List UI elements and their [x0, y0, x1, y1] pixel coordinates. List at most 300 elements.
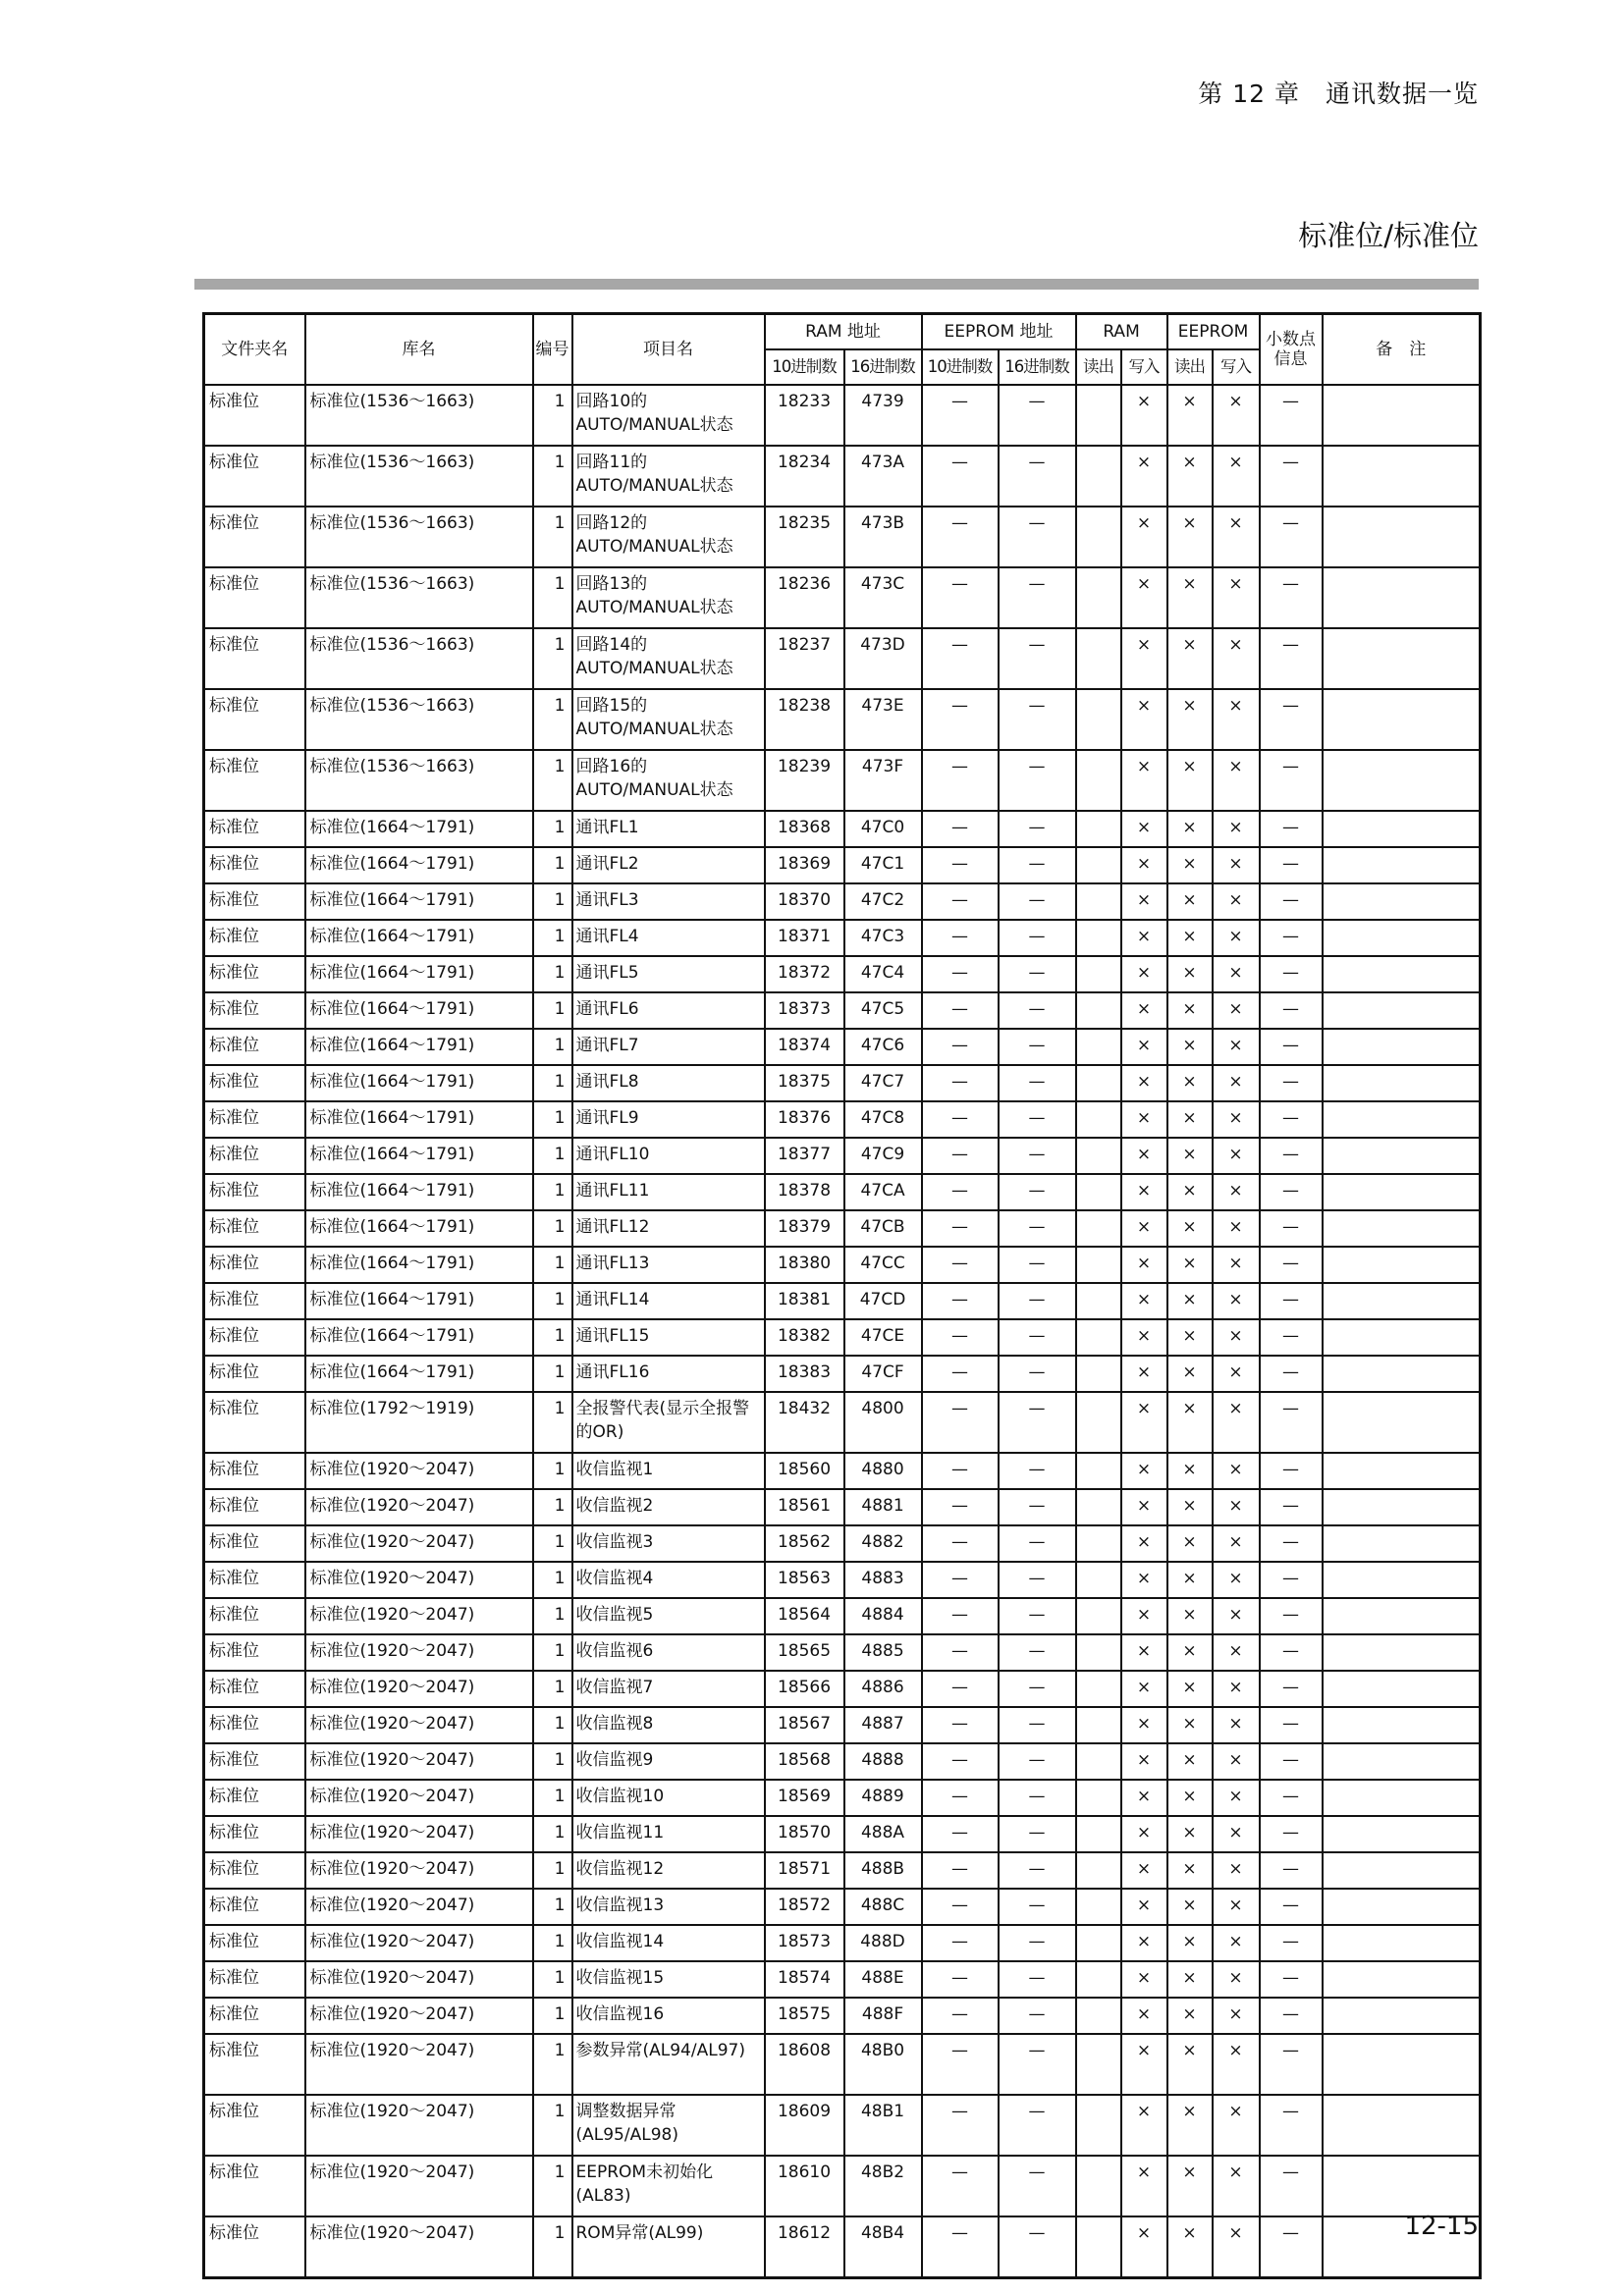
cell-number: 1: [533, 446, 572, 507]
cell-number: 1: [533, 920, 572, 956]
cell-ram-write: ×: [1121, 1562, 1167, 1598]
cell-folder: 标准位: [204, 1852, 305, 1889]
cell-decimal-point: —: [1260, 1029, 1323, 1065]
cell-ram-write: ×: [1121, 1101, 1167, 1138]
cell-ram-read: [1076, 1961, 1121, 1998]
cell-remarks: [1323, 811, 1481, 847]
cell-eeprom-read: ×: [1167, 1138, 1213, 1174]
cell-eeprom-read: ×: [1167, 1852, 1213, 1889]
cell-eeprom-read: ×: [1167, 1489, 1213, 1525]
cell-ram-dec: 18370: [765, 883, 844, 920]
cell-item: 收信监视13: [572, 1889, 765, 1925]
cell-ram-dec: 18382: [765, 1319, 844, 1356]
cell-ram-hex: 47C3: [844, 920, 922, 956]
cell-ram-read: [1076, 1356, 1121, 1392]
cell-ram-hex: 47CD: [844, 1283, 922, 1319]
cell-ram-read: [1076, 956, 1121, 992]
cell-eeprom-write: ×: [1213, 1210, 1260, 1247]
cell-ram-hex: 48B4: [844, 2216, 922, 2278]
cell-ram-dec: 18381: [765, 1283, 844, 1319]
cell-folder: 标准位: [204, 847, 305, 883]
cell-ram-write: ×: [1121, 567, 1167, 628]
header-library: 库名: [305, 314, 533, 386]
cell-ram-dec: 18571: [765, 1852, 844, 1889]
cell-library: 标准位(1664～1791): [305, 883, 533, 920]
cell-ram-write: ×: [1121, 811, 1167, 847]
cell-folder: 标准位: [204, 1562, 305, 1598]
cell-eeprom-read: ×: [1167, 1562, 1213, 1598]
cell-decimal-point: —: [1260, 1319, 1323, 1356]
cell-eeprom-hex: —: [999, 1489, 1076, 1525]
cell-eeprom-write: ×: [1213, 2034, 1260, 2095]
cell-ram-dec: 18432: [765, 1392, 844, 1453]
cell-library: 标准位(1664～1791): [305, 1356, 533, 1392]
cell-library: 标准位(1664～1791): [305, 1210, 533, 1247]
cell-ram-hex: 473B: [844, 507, 922, 567]
cell-folder: 标准位: [204, 1138, 305, 1174]
cell-ram-hex: 488A: [844, 1816, 922, 1852]
cell-ram-read: [1076, 1101, 1121, 1138]
cell-remarks: [1323, 567, 1481, 628]
cell-eeprom-read: ×: [1167, 992, 1213, 1029]
cell-eeprom-hex: —: [999, 1392, 1076, 1453]
cell-item: 通讯FL9: [572, 1101, 765, 1138]
cell-library: 标准位(1920～2047): [305, 1816, 533, 1852]
cell-item: 通讯FL4: [572, 920, 765, 956]
table-row: [204, 1816, 1481, 1852]
cell-library: 标准位(1536～1663): [305, 750, 533, 811]
table-row: [204, 1925, 1481, 1961]
cell-eeprom-dec: —: [922, 2216, 999, 2278]
cell-ram-write: ×: [1121, 750, 1167, 811]
cell-decimal-point: —: [1260, 883, 1323, 920]
cell-ram-hex: 473A: [844, 446, 922, 507]
cell-eeprom-read: ×: [1167, 1889, 1213, 1925]
cell-folder: 标准位: [204, 628, 305, 689]
cell-eeprom-write: ×: [1213, 446, 1260, 507]
cell-folder: 标准位: [204, 1247, 305, 1283]
table-row: [204, 883, 1481, 920]
cell-library: 标准位(1664～1791): [305, 1247, 533, 1283]
cell-ram-hex: 473F: [844, 750, 922, 811]
cell-folder: 标准位: [204, 2156, 305, 2216]
cell-library: 标准位(1536～1663): [305, 507, 533, 567]
cell-item: 收信监视2: [572, 1489, 765, 1525]
cell-ram-write: ×: [1121, 1925, 1167, 1961]
cell-ram-hex: 47CA: [844, 1174, 922, 1210]
cell-ram-write: ×: [1121, 1029, 1167, 1065]
cell-eeprom-write: ×: [1213, 1925, 1260, 1961]
cell-remarks: [1323, 1961, 1481, 1998]
cell-number: 1: [533, 1065, 572, 1101]
cell-eeprom-hex: —: [999, 385, 1076, 446]
cell-ram-dec: 18569: [765, 1780, 844, 1816]
cell-ram-read: [1076, 847, 1121, 883]
cell-library: 标准位(1920～2047): [305, 1998, 533, 2034]
cell-number: 1: [533, 1319, 572, 1356]
cell-ram-write: ×: [1121, 1525, 1167, 1562]
cell-remarks: [1323, 1174, 1481, 1210]
cell-eeprom-write: ×: [1213, 811, 1260, 847]
cell-decimal-point: —: [1260, 1247, 1323, 1283]
cell-ram-hex: 4887: [844, 1707, 922, 1743]
cell-ram-read: [1076, 1392, 1121, 1453]
cell-eeprom-read: ×: [1167, 956, 1213, 992]
cell-eeprom-write: ×: [1213, 1319, 1260, 1356]
table-row: [204, 2216, 1481, 2278]
cell-decimal-point: —: [1260, 1489, 1323, 1525]
cell-folder: 标准位: [204, 1925, 305, 1961]
cell-ram-write: ×: [1121, 1998, 1167, 2034]
cell-library: 标准位(1536～1663): [305, 628, 533, 689]
cell-eeprom-hex: —: [999, 1707, 1076, 1743]
cell-ram-write: ×: [1121, 446, 1167, 507]
cell-ram-dec: 18376: [765, 1101, 844, 1138]
cell-number: 1: [533, 385, 572, 446]
cell-folder: 标准位: [204, 1065, 305, 1101]
cell-decimal-point: —: [1260, 1961, 1323, 1998]
cell-eeprom-hex: —: [999, 811, 1076, 847]
cell-ram-hex: 48B0: [844, 2034, 922, 2095]
cell-eeprom-hex: —: [999, 1138, 1076, 1174]
cell-ram-dec: 18378: [765, 1174, 844, 1210]
cell-decimal-point: —: [1260, 811, 1323, 847]
cell-folder: 标准位: [204, 1319, 305, 1356]
cell-eeprom-dec: —: [922, 1598, 999, 1634]
cell-item: 通讯FL5: [572, 956, 765, 992]
cell-eeprom-read: ×: [1167, 1998, 1213, 2034]
cell-ram-write: ×: [1121, 992, 1167, 1029]
cell-library: 标准位(1536～1663): [305, 385, 533, 446]
cell-remarks: [1323, 507, 1481, 567]
cell-number: 1: [533, 956, 572, 992]
cell-remarks: [1323, 1816, 1481, 1852]
cell-ram-write: ×: [1121, 2095, 1167, 2156]
cell-eeprom-hex: —: [999, 1453, 1076, 1489]
cell-decimal-point: —: [1260, 385, 1323, 446]
cell-eeprom-hex: —: [999, 1671, 1076, 1707]
cell-decimal-point: —: [1260, 1562, 1323, 1598]
cell-folder: 标准位: [204, 1283, 305, 1319]
cell-ram-dec: 18573: [765, 1925, 844, 1961]
cell-folder: 标准位: [204, 385, 305, 446]
cell-remarks: [1323, 1925, 1481, 1961]
cell-ram-write: ×: [1121, 1138, 1167, 1174]
cell-eeprom-hex: —: [999, 956, 1076, 992]
cell-eeprom-write: ×: [1213, 507, 1260, 567]
cell-ram-read: [1076, 446, 1121, 507]
cell-library: 标准位(1664～1791): [305, 847, 533, 883]
table-row: [204, 1671, 1481, 1707]
cell-decimal-point: —: [1260, 2095, 1323, 2156]
cell-eeprom-hex: —: [999, 567, 1076, 628]
cell-remarks: [1323, 992, 1481, 1029]
cell-item: 通讯FL14: [572, 1283, 765, 1319]
cell-ram-dec: 18610: [765, 2156, 844, 2216]
cell-remarks: [1323, 883, 1481, 920]
cell-eeprom-read: ×: [1167, 750, 1213, 811]
cell-eeprom-dec: —: [922, 385, 999, 446]
header-eeprom-read: 读出: [1167, 349, 1213, 385]
cell-ram-read: [1076, 2216, 1121, 2278]
header-eeprom-address: EEPROM 地址: [922, 314, 1076, 350]
cell-ram-hex: 47C7: [844, 1065, 922, 1101]
table-row: [204, 1489, 1481, 1525]
cell-library: 标准位(1920～2047): [305, 2034, 533, 2095]
cell-ram-hex: 473C: [844, 567, 922, 628]
cell-ram-write: ×: [1121, 847, 1167, 883]
cell-folder: 标准位: [204, 446, 305, 507]
cell-ram-dec: 18236: [765, 567, 844, 628]
cell-item: 通讯FL15: [572, 1319, 765, 1356]
cell-item: 通讯FL7: [572, 1029, 765, 1065]
cell-eeprom-write: ×: [1213, 1525, 1260, 1562]
table-row: [204, 1138, 1481, 1174]
header-number: 编号: [533, 314, 572, 386]
cell-ram-hex: 4881: [844, 1489, 922, 1525]
table-row: [204, 567, 1481, 628]
chapter-title: 第 12 章 通讯数据一览: [1198, 80, 1479, 108]
cell-ram-read: [1076, 1065, 1121, 1101]
table-row: [204, 1356, 1481, 1392]
cell-number: 1: [533, 883, 572, 920]
cell-ram-read: [1076, 1489, 1121, 1525]
cell-eeprom-write: ×: [1213, 1029, 1260, 1065]
cell-item: 收信监视12: [572, 1852, 765, 1889]
cell-remarks: [1323, 1489, 1481, 1525]
cell-eeprom-dec: —: [922, 1392, 999, 1453]
cell-eeprom-write: ×: [1213, 1671, 1260, 1707]
cell-number: 1: [533, 1998, 572, 2034]
table-row: [204, 750, 1481, 811]
cell-number: 1: [533, 1247, 572, 1283]
cell-library: 标准位(1920～2047): [305, 1671, 533, 1707]
cell-eeprom-hex: —: [999, 2156, 1076, 2216]
cell-library: 标准位(1920～2047): [305, 1743, 533, 1780]
cell-decimal-point: —: [1260, 1598, 1323, 1634]
cell-ram-read: [1076, 1852, 1121, 1889]
cell-eeprom-write: ×: [1213, 689, 1260, 750]
cell-item: 回路15的AUTO/MANUAL状态: [572, 689, 765, 750]
cell-ram-hex: 4884: [844, 1598, 922, 1634]
cell-eeprom-write: ×: [1213, 1743, 1260, 1780]
cell-eeprom-hex: —: [999, 992, 1076, 1029]
cell-item: 通讯FL2: [572, 847, 765, 883]
cell-eeprom-hex: —: [999, 1925, 1076, 1961]
cell-number: 1: [533, 1283, 572, 1319]
cell-eeprom-dec: —: [922, 1743, 999, 1780]
table-row: [204, 1319, 1481, 1356]
cell-eeprom-dec: —: [922, 628, 999, 689]
cell-number: 1: [533, 2216, 572, 2278]
cell-ram-dec: 18379: [765, 1210, 844, 1247]
cell-library: 标准位(1536～1663): [305, 567, 533, 628]
cell-decimal-point: —: [1260, 1453, 1323, 1489]
cell-item: 收信监视3: [572, 1525, 765, 1562]
table-row: [204, 2156, 1481, 2216]
cell-eeprom-read: ×: [1167, 1453, 1213, 1489]
table-row: [204, 385, 1481, 446]
cell-item: 收信监视6: [572, 1634, 765, 1671]
cell-eeprom-hex: —: [999, 1743, 1076, 1780]
cell-ram-dec: 18561: [765, 1489, 844, 1525]
cell-remarks: [1323, 1283, 1481, 1319]
cell-number: 1: [533, 1852, 572, 1889]
cell-library: 标准位(1920～2047): [305, 1634, 533, 1671]
cell-decimal-point: —: [1260, 1283, 1323, 1319]
cell-eeprom-read: ×: [1167, 1210, 1213, 1247]
cell-remarks: [1323, 1319, 1481, 1356]
cell-eeprom-dec: —: [922, 1174, 999, 1210]
cell-decimal-point: —: [1260, 920, 1323, 956]
cell-ram-write: ×: [1121, 385, 1167, 446]
cell-eeprom-read: ×: [1167, 385, 1213, 446]
cell-library: 标准位(1664～1791): [305, 1029, 533, 1065]
cell-ram-dec: 18566: [765, 1671, 844, 1707]
cell-ram-read: [1076, 567, 1121, 628]
cell-decimal-point: —: [1260, 1671, 1323, 1707]
table-row: [204, 1562, 1481, 1598]
cell-remarks: [1323, 1998, 1481, 2034]
cell-library: 标准位(1664～1791): [305, 811, 533, 847]
cell-eeprom-write: ×: [1213, 1816, 1260, 1852]
cell-item: 通讯FL6: [572, 992, 765, 1029]
cell-remarks: [1323, 2156, 1481, 2216]
cell-decimal-point: —: [1260, 1356, 1323, 1392]
cell-ram-read: [1076, 1671, 1121, 1707]
cell-eeprom-dec: —: [922, 1780, 999, 1816]
cell-ram-hex: 47C6: [844, 1029, 922, 1065]
cell-ram-dec: 18609: [765, 2095, 844, 2156]
cell-eeprom-hex: —: [999, 1174, 1076, 1210]
cell-eeprom-read: ×: [1167, 1283, 1213, 1319]
cell-ram-write: ×: [1121, 1707, 1167, 1743]
cell-ram-hex: 47CF: [844, 1356, 922, 1392]
cell-decimal-point: —: [1260, 1065, 1323, 1101]
cell-eeprom-hex: —: [999, 1101, 1076, 1138]
cell-ram-dec: 18612: [765, 2216, 844, 2278]
cell-ram-write: ×: [1121, 1319, 1167, 1356]
table-row: [204, 1210, 1481, 1247]
data-table: [202, 312, 1482, 2279]
table-row: [204, 1029, 1481, 1065]
cell-remarks: [1323, 1525, 1481, 1562]
cell-number: 1: [533, 847, 572, 883]
cell-ram-read: [1076, 1174, 1121, 1210]
cell-eeprom-read: ×: [1167, 1525, 1213, 1562]
cell-ram-dec: 18383: [765, 1356, 844, 1392]
cell-ram-read: [1076, 1138, 1121, 1174]
table-row: [204, 1065, 1481, 1101]
cell-eeprom-write: ×: [1213, 567, 1260, 628]
cell-library: 标准位(1920～2047): [305, 1562, 533, 1598]
cell-number: 1: [533, 1671, 572, 1707]
cell-item: 通讯FL13: [572, 1247, 765, 1283]
cell-library: 标准位(1664～1791): [305, 920, 533, 956]
cell-remarks: [1323, 1392, 1481, 1453]
header-ram-hex: 16进制数: [844, 349, 922, 385]
cell-ram-dec: 18380: [765, 1247, 844, 1283]
cell-item: 通讯FL16: [572, 1356, 765, 1392]
cell-folder: 标准位: [204, 1525, 305, 1562]
cell-ram-read: [1076, 1598, 1121, 1634]
cell-eeprom-write: ×: [1213, 1101, 1260, 1138]
cell-eeprom-read: ×: [1167, 1961, 1213, 1998]
table-row: [204, 1101, 1481, 1138]
cell-eeprom-hex: —: [999, 1998, 1076, 2034]
table-row: [204, 1743, 1481, 1780]
cell-item: 回路12的AUTO/MANUAL状态: [572, 507, 765, 567]
table-row: [204, 1634, 1481, 1671]
header-remarks: 备 注: [1323, 314, 1481, 386]
cell-decimal-point: —: [1260, 507, 1323, 567]
cell-ram-dec: 18237: [765, 628, 844, 689]
cell-library: 标准位(1920～2047): [305, 2156, 533, 2216]
cell-folder: 标准位: [204, 2216, 305, 2278]
cell-ram-dec: 18374: [765, 1029, 844, 1065]
cell-eeprom-hex: —: [999, 1319, 1076, 1356]
cell-eeprom-write: ×: [1213, 2156, 1260, 2216]
cell-eeprom-write: ×: [1213, 920, 1260, 956]
cell-ram-dec: 18369: [765, 847, 844, 883]
cell-eeprom-read: ×: [1167, 1247, 1213, 1283]
cell-eeprom-read: ×: [1167, 1671, 1213, 1707]
header-decimal-point: 小数点信息: [1260, 314, 1323, 386]
cell-ram-read: [1076, 1453, 1121, 1489]
cell-eeprom-hex: —: [999, 628, 1076, 689]
table-row: [204, 2034, 1481, 2095]
cell-eeprom-write: ×: [1213, 628, 1260, 689]
cell-library: 标准位(1920～2047): [305, 1525, 533, 1562]
cell-item: 回路11的AUTO/MANUAL状态: [572, 446, 765, 507]
cell-eeprom-read: ×: [1167, 1925, 1213, 1961]
cell-ram-dec: 18563: [765, 1562, 844, 1598]
cell-ram-read: [1076, 507, 1121, 567]
cell-eeprom-write: ×: [1213, 1356, 1260, 1392]
cell-eeprom-read: ×: [1167, 1356, 1213, 1392]
cell-ram-hex: 4886: [844, 1671, 922, 1707]
cell-library: 标准位(1920～2047): [305, 1925, 533, 1961]
cell-remarks: [1323, 1852, 1481, 1889]
cell-folder: 标准位: [204, 1671, 305, 1707]
cell-ram-read: [1076, 1707, 1121, 1743]
cell-remarks: [1323, 1707, 1481, 1743]
cell-ram-write: ×: [1121, 1671, 1167, 1707]
cell-decimal-point: —: [1260, 1925, 1323, 1961]
cell-remarks: [1323, 956, 1481, 992]
cell-item: 收信监视9: [572, 1743, 765, 1780]
table-row: [204, 1707, 1481, 1743]
cell-folder: 标准位: [204, 1101, 305, 1138]
cell-decimal-point: —: [1260, 1998, 1323, 2034]
cell-ram-write: ×: [1121, 1283, 1167, 1319]
cell-ram-dec: 18377: [765, 1138, 844, 1174]
cell-ram-dec: 18375: [765, 1065, 844, 1101]
cell-item: 收信监视1: [572, 1453, 765, 1489]
cell-ram-hex: 47CB: [844, 1210, 922, 1247]
cell-folder: 标准位: [204, 567, 305, 628]
cell-ram-write: ×: [1121, 689, 1167, 750]
cell-remarks: [1323, 1453, 1481, 1489]
cell-eeprom-write: ×: [1213, 1138, 1260, 1174]
cell-ram-dec: 18560: [765, 1453, 844, 1489]
cell-number: 1: [533, 1780, 572, 1816]
cell-ram-hex: 47C5: [844, 992, 922, 1029]
cell-ram-write: ×: [1121, 1634, 1167, 1671]
cell-ram-hex: 488F: [844, 1998, 922, 2034]
cell-eeprom-dec: —: [922, 1247, 999, 1283]
cell-remarks: [1323, 1889, 1481, 1925]
